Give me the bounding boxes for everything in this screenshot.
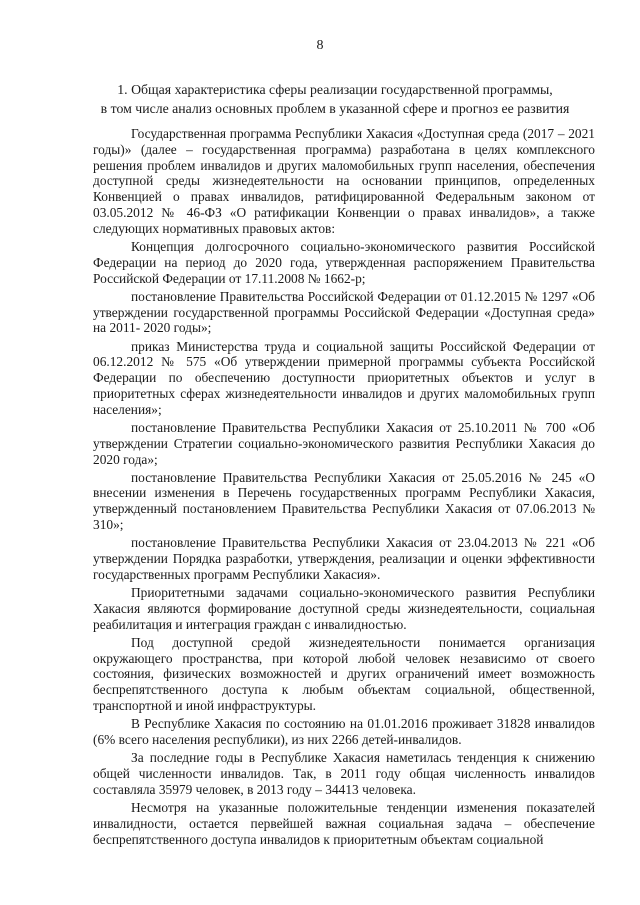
paragraph-concept-2020: Концепция долгосрочного социально-экономического развития Российской Федерации на период до 2020 года, утвержденная распоряжением Правительства Российской Федерации от 17.11.2008 № 1662-р; (93, 238, 595, 286)
paragraph-decree-221: постановление Правительства Республики Хакасия от 23.04.2013 № 221 «Об утверждении Порядка разработки, утверждения, реализации и оценки эффективности государственных программ Республики Хакасия». (93, 535, 595, 582)
paragraph-program-intro: Государственная программа Республики Хакасия «Доступная среда (2017 – 2021 годы)» (далее – государственная программа) разработана в целях комплексного решения проблем инвалидов и других маломобильных групп населения, обеспечения доступной среды жизнедеятельности на основании принципов, определенных Конвенцией о правах инвалидов, ратифицированной Федеральным законом от 03.05.2012 № 46-ФЗ «О ратификации Конвенции о правах инвалидов», а также следующих нормативных правовых актов: (93, 126, 595, 236)
section-heading-line-1: 1. Общая характеристика сферы реализации государственной программы, (117, 82, 553, 97)
paragraph-priority-tasks: Приоритетными задачами социально-экономического развития Республики Хакасия являются формирование доступной среды жизнедеятельности, социальная реабилитация и интеграция граждан с инвалидностью. (93, 585, 595, 632)
paragraph-disability-trend: За последние годы в Республике Хакасия наметилась тенденция к снижению общей численности инвалидов. Так, в 2011 году общая численность инвалидов составляла 35979 человек, в 2013 году – 34413 человека. (93, 750, 595, 797)
paragraph-disability-statistics: В Республике Хакасия по состоянию на 01.01.2016 проживает 31828 инвалидов (6% всего населения республики), из них 2266 детей-инвалидов. (93, 716, 595, 747)
paragraph-order-575: приказ Министерства труда и социальной защиты Российской Федерации от 06.12.2012 № 575 «Об утверждении примерной программы субъекта Российской Федерации по обеспечению доступности приоритетных объектов и услуг в приоритетных сферах жизнедеятельности инвалидов и других маломобильных групп населения»; (93, 338, 595, 417)
paragraph-decree-700: постановление Правительства Республики Хакасия от 25.10.2011 № 700 «Об утверждении Стратегии социально-экономического развития Республики Хакасия до 2020 года»; (93, 419, 595, 467)
section-heading-line-2: в том числе анализ основных проблем в указанной сфере и прогноз ее развития (100, 101, 570, 116)
paragraph-accessible-environment: Под доступной средой жизнедеятельности понимается организация окружающего пространства, при которой любой человек независимо от своего состояния, физических возможностей и других ограничений имеет возможность беспрепятственного доступа к любым объектам социальной, общественной, транспортной и иной инфраструктуры. (93, 634, 595, 714)
paragraph-social-task: Несмотря на указанные положительные тенденции изменения показателей инвалидности, остается первейшей важная социальная задача – обеспечение беспрепятственного доступа инвалидов к приоритетным объектам социальной (93, 799, 595, 847)
paragraph-decree-245: постановление Правительства Республики Хакасия от 25.05.2016 № 245 «О внесении изменения в Перечень государственных программ Республики Хакасия, утвержденный постановлением Правительства Республики Хакасия от 07.06.2013 № 310»; (93, 469, 595, 533)
section-heading (100, 80, 570, 118)
paragraph-decree-1297: постановление Правительства Российской Федерации от 01.12.2015 № 1297 «Об утверждении государственной программы Российской Федерации «Доступная среда» на 2011- 2020 годы»; (93, 288, 595, 336)
document-body (93, 126, 595, 850)
page-number: 8 (316, 38, 324, 53)
